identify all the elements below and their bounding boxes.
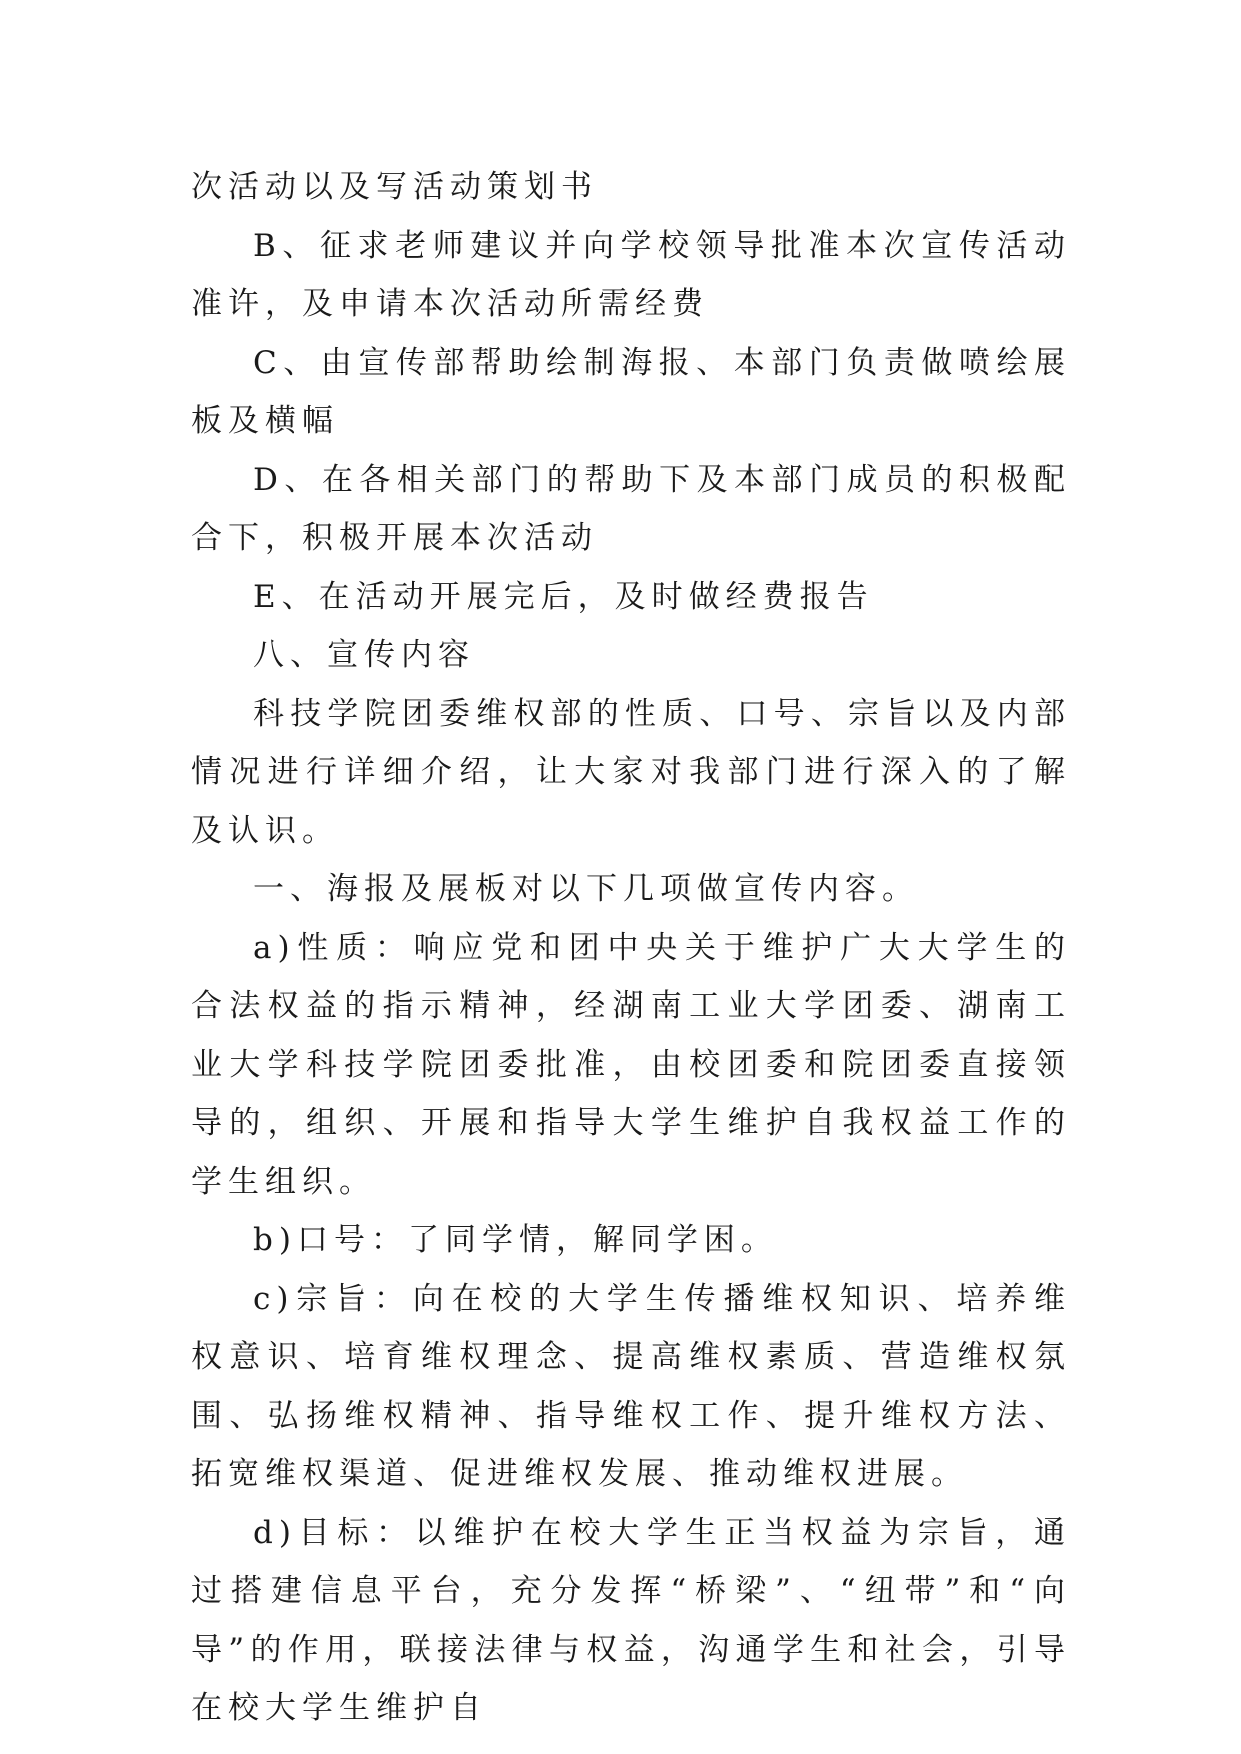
paragraph-nature: a)性质：响应党和团中央关于维护广大大学生的合法权益的指示精神，经湖南工业大学团委、湖南工业大学科技学院团委批准，由校团委和院团委直接领导的，组织、开展和指导大学生维护自我权益工作的学生组织。	[191, 929, 1071, 1200]
paragraph-introduction: 科技学院团委维权部的性质、口号、宗旨以及内部情况进行详细介绍，让大家对我部门进行深入的了解及认识。	[191, 695, 1071, 849]
paragraph-step-b: B、征求老师建议并向学校领导批准本次宣传活动准许，及申请本次活动所需经费	[191, 227, 1071, 322]
paragraph-purpose: c)宗旨：向在校的大学生传播维权知识、培养维权意识、培育维权理念、提高维权素质、营造维权氛围、弘扬维权精神、指导维权工作、提升维权方法、拓宽维权渠道、促进维权发展、推动维权进展。	[191, 1280, 1071, 1492]
section-heading-promotion-content: 八、宣传内容	[253, 637, 475, 673]
paragraph-slogan: b)口号：了同学情，解同学困。	[253, 1222, 778, 1258]
paragraph-step-c: C、由宣传部帮助绘制海报、本部门负责做喷绘展板及横幅	[191, 344, 1071, 439]
subsection-heading-posters: 一、海报及展板对以下几项做宣传内容。	[253, 871, 919, 907]
paragraph-goal: d)目标：以维护在校大学生正当权益为宗旨，通过搭建信息平台，充分发挥“桥梁”、“纽带”和“向导”的作用，联接法律与权益，沟通学生和社会，引导在校大学生维护自	[191, 1514, 1071, 1726]
paragraph-step-d: D、在各相关部门的帮助下及本部门成员的积极配合下，积极开展本次活动	[191, 461, 1071, 556]
paragraph-step-e: E、在活动开展完后，及时做经费报告	[253, 578, 874, 615]
paragraph-continuation: 次活动以及写活动策划书	[191, 169, 598, 205]
document-body	[191, 158, 1071, 1738]
